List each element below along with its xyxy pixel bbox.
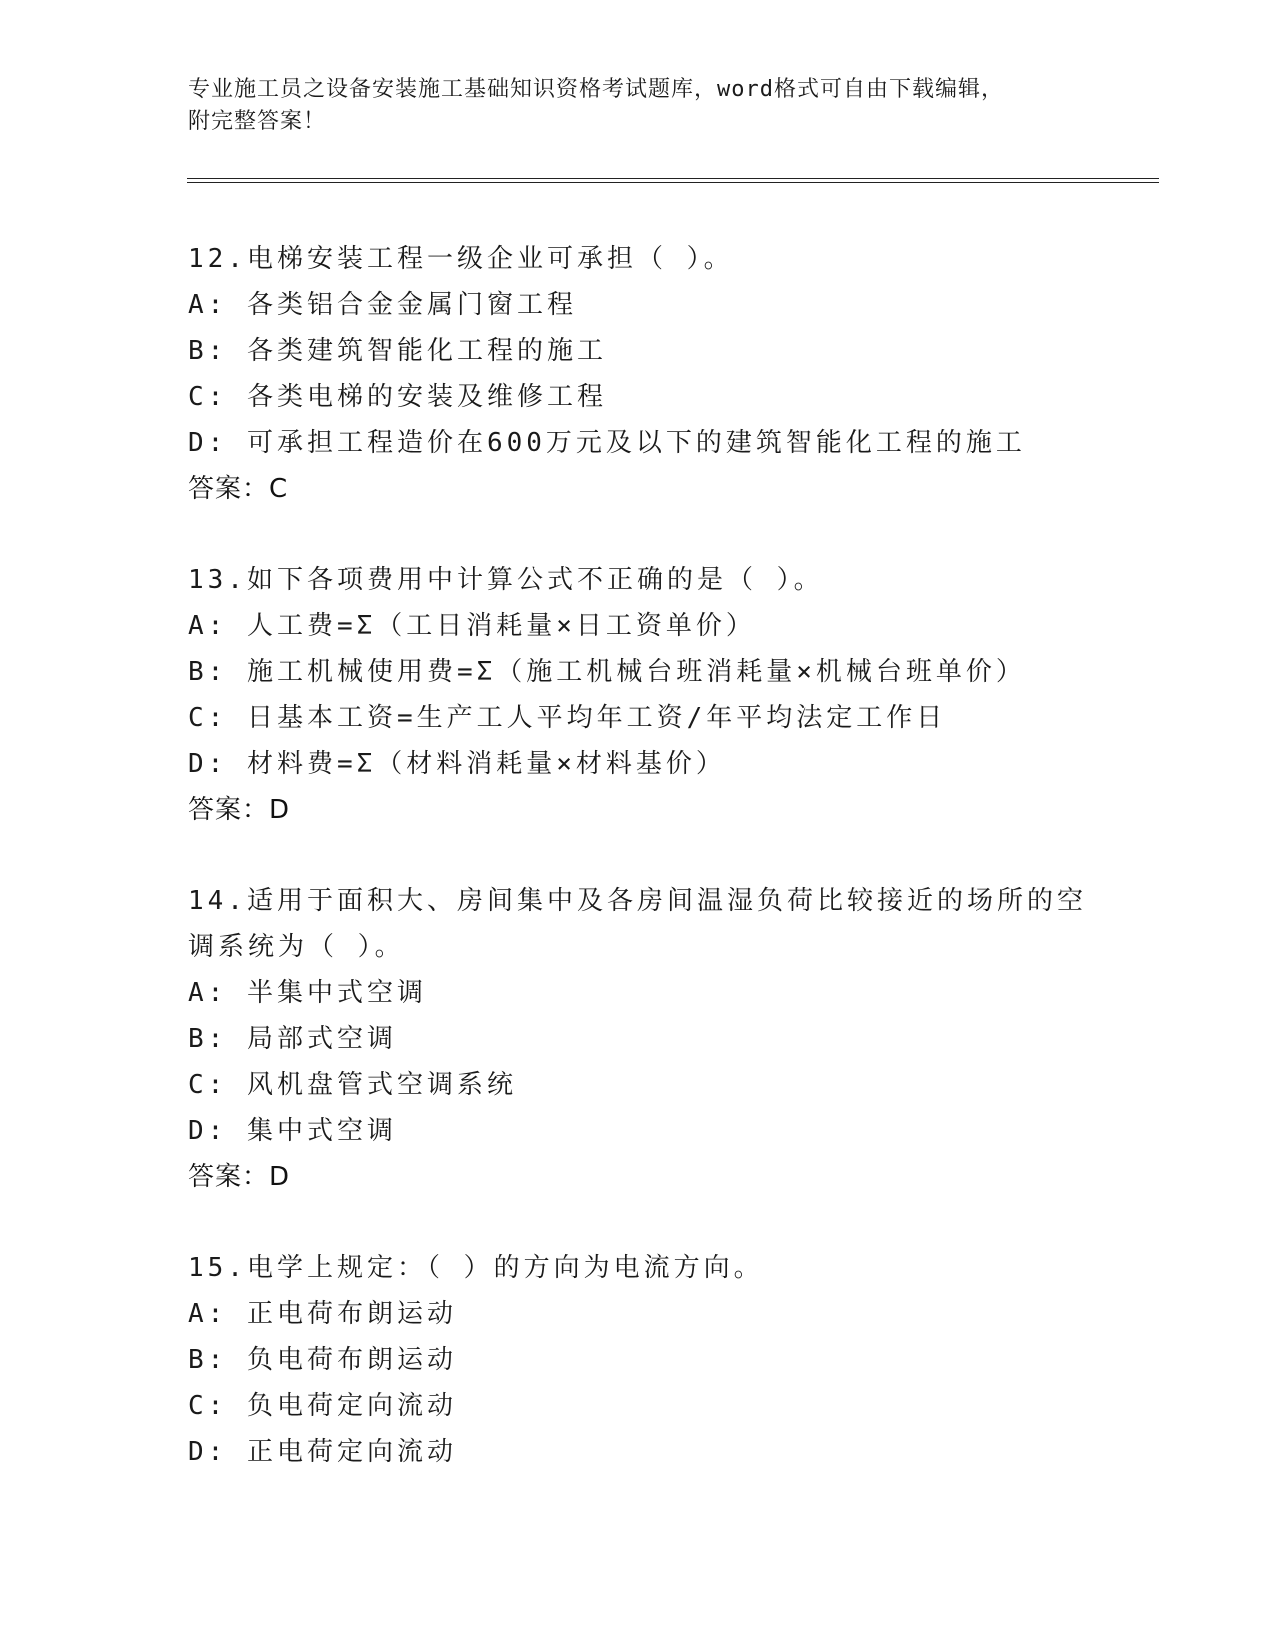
answer: 答案：D [188, 1162, 291, 1192]
question-stem: 12.电梯安装工程一级企业可承担（ ）。 [188, 244, 734, 274]
option-d: D: 集中式空调 [188, 1116, 397, 1146]
question-stem: 15.电学上规定：（ ）的方向为电流方向。 [188, 1253, 764, 1283]
option-d: D: 可承担工程造价在600万元及以下的建筑智能化工程的施工 [188, 428, 1026, 458]
header-line-1: 专业施工员之设备安装施工基础知识资格考试题库，word格式可自由下载编辑， [188, 77, 1004, 102]
option-d: D: 正电荷定向流动 [188, 1437, 457, 1467]
question-12 [188, 236, 1088, 512]
option-a: A: 半集中式空调 [188, 978, 427, 1008]
option-a: A: 正电荷布朗运动 [188, 1299, 457, 1329]
option-c: C: 负电荷定向流动 [188, 1391, 457, 1421]
question-14 [188, 878, 1088, 1200]
option-b: B: 负电荷布朗运动 [188, 1345, 457, 1375]
option-c: C: 风机盘管式空调系统 [188, 1070, 517, 1100]
option-a: A: 各类铝合金金属门窗工程 [188, 290, 577, 320]
answer: 答案：C [188, 474, 289, 504]
option-b: B: 各类建筑智能化工程的施工 [188, 336, 607, 366]
document-header [188, 74, 1088, 138]
header-line-2: 附完整答案！ [188, 109, 327, 134]
question-15 [188, 1245, 1088, 1475]
question-stem: 13.如下各项费用中计算公式不正确的是（ ）。 [188, 565, 824, 595]
question-13 [188, 557, 1088, 833]
option-a: A: 人工费=Σ（工日消耗量×日工资单价） [188, 611, 756, 641]
answer: 答案：D [188, 795, 291, 825]
header-divider [187, 178, 1159, 183]
option-d: D: 材料费=Σ（材料消耗量×材料基价） [188, 749, 726, 779]
option-b: B: 局部式空调 [188, 1024, 397, 1054]
option-c: C: 日基本工资=生产工人平均年工资/年平均法定工作日 [188, 703, 947, 733]
question-list [188, 236, 1088, 1520]
option-b: B: 施工机械使用费=Σ（施工机械台班消耗量×机械台班单价） [188, 657, 1026, 687]
option-c: C: 各类电梯的安装及维修工程 [188, 382, 607, 412]
question-stem: 14.适用于面积大、房间集中及各房间温湿负荷比较接近的场所的空调系统为（ ）。 [188, 886, 1087, 962]
